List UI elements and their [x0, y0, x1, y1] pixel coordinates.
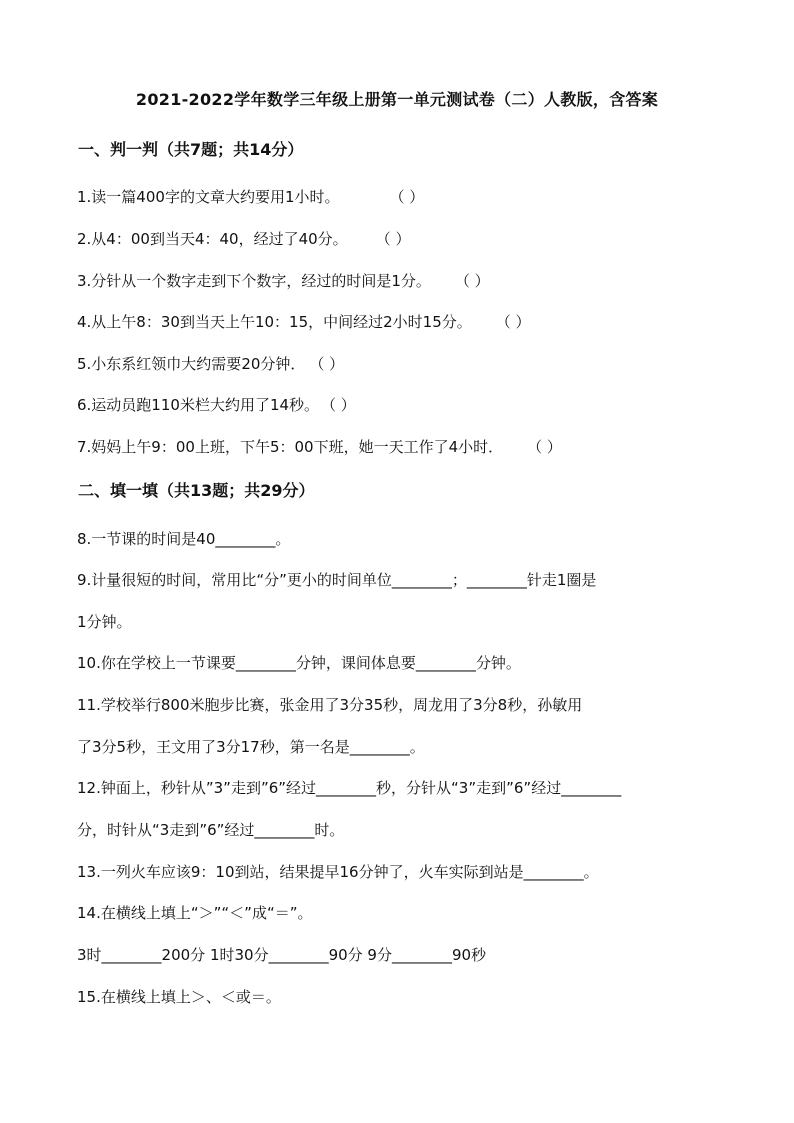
fill-question-14: 14.在横线上填上“＞”“＜”成“＝”。: [77, 904, 313, 922]
question-text: 4.从上午8：30到当天上午10：15，中间经过2小时15分。: [77, 313, 472, 331]
answer-parentheses: （ ）: [495, 313, 531, 331]
judge-question-4: [77, 311, 531, 332]
fill-question-14-items: 3时________200分 1时30分________90分 9分________90秒: [77, 946, 487, 964]
fill-question-8: 8.一节课的时间是40________。: [77, 530, 291, 548]
answer-parentheses: （ ）: [309, 355, 345, 373]
answer-parentheses: （ ）: [375, 230, 411, 248]
fill-question-12: 12.钟面上，秒针从”3”走到”6”经过________秒，分针从“3”走到”6”经过________: [77, 779, 622, 797]
fill-question-9-continued: 1分钟。: [77, 613, 132, 631]
fill-question-9: 9.计量很短的时间，常用比“分”更小的时间单位________；________针走1圈是: [77, 571, 597, 589]
fill-question-15: 15.在横线上填上＞、＜或＝。: [77, 988, 281, 1006]
answer-parentheses: （ ）: [321, 396, 356, 414]
judge-question-3: [77, 270, 490, 291]
answer-parentheses: （ ）: [389, 188, 425, 206]
question-text: 1.读一篇400字的文章大约要用1小时。: [77, 188, 340, 206]
question-text: 2.从4：00到当天4：40，经过了40分。: [77, 230, 348, 248]
judge-question-1: [77, 186, 424, 207]
fill-question-11-continued: 了3分5秒，王文用了3分17秒，第一名是________。: [77, 738, 425, 756]
page-title: 2021-2022学年数学三年级上册第一单元测试卷（二）人教版，含答案: [135, 90, 659, 109]
section-heading-fill: 二、填一填（共13题；共29分）: [78, 481, 315, 500]
answer-parentheses: （ ）: [527, 438, 562, 456]
question-text: 3.分针从一个数字走到下个数字，经过的时间是1分。: [77, 272, 431, 290]
question-text: 5.小东系红领巾大约需要20分钟．: [77, 355, 306, 373]
fill-question-12-continued: 分，时针从“3走到”6”经过________时。: [77, 821, 345, 839]
section-heading-judge: 一、判一判（共7题；共14分）: [78, 140, 304, 159]
question-text: 6.运动员跑110米栏大约用了14秒。: [77, 396, 320, 414]
judge-question-6: [77, 394, 356, 415]
question-text: 7.妈妈上午9：00上班，下午5：00下班，她一天工作了4小时．: [77, 438, 504, 456]
fill-question-10: 10.你在学校上一节课要________分钟，课间体息要________分钟。: [77, 654, 521, 672]
answer-parentheses: （ ）: [454, 272, 490, 290]
fill-question-11: 11.学校举行800米胞步比赛，张金用了3分35秒，周龙用了3分8秒，孙敏用: [77, 696, 583, 714]
fill-question-13: 13.一列火车应该9：10到站，结果提早16分钟了，火车实际到站是________。: [77, 863, 599, 881]
judge-question-5: [77, 353, 344, 374]
judge-question-2: [77, 228, 410, 249]
judge-question-7: [77, 436, 562, 457]
